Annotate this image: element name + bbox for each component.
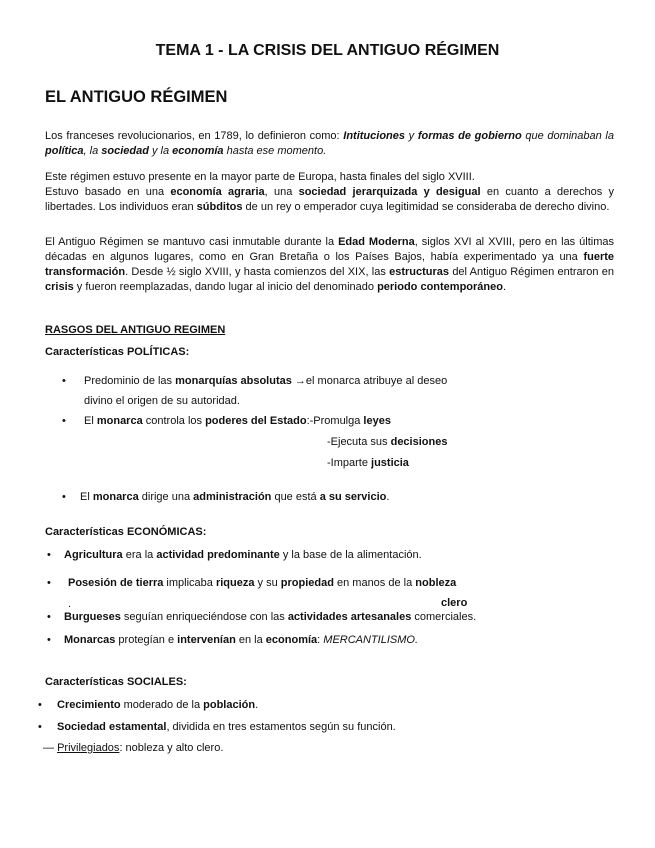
text-span: . [386, 491, 390, 503]
text-span: Posesión de tierra [68, 577, 164, 589]
label-economicas: Características ECONÓMICAS: [45, 526, 207, 538]
text-span: sociedad jerarquizada y desigual [298, 186, 481, 198]
bullet-icon: • [38, 699, 42, 711]
text-span: -Ejecuta sus [327, 436, 391, 448]
paragraph-definition [45, 129, 614, 159]
text-span: protegían e [115, 634, 178, 646]
text-span: política [45, 145, 84, 157]
text-span: y [405, 130, 418, 142]
text-span: actividad predominante [156, 549, 280, 561]
document-title: TEMA 1 - LA CRISIS DEL ANTIGUO RÉGIMEN [155, 42, 500, 59]
paragraph-transformation [45, 235, 614, 295]
text-span: Crecimiento [57, 699, 121, 711]
text-span: y su [254, 577, 281, 589]
text-span: actividades artesanales [287, 611, 412, 623]
list-item-pol3 [80, 490, 389, 504]
dash-marker: — [43, 742, 54, 754]
text-span: nobleza [415, 577, 457, 589]
bullet-icon: • [47, 577, 51, 589]
paragraph-presence [45, 170, 614, 215]
text-span: fuerte transformación [45, 251, 614, 278]
text-span: era la [122, 549, 157, 561]
list-item-soc1 [57, 698, 258, 712]
text-span: -Imparte [327, 457, 372, 469]
text-span: estructuras [389, 266, 450, 278]
text-span: monarca [96, 415, 143, 427]
text-span: →el monarca atribuye al deseo [291, 375, 448, 387]
text-span: economía agraria [170, 186, 265, 198]
bullet-icon: • [47, 611, 51, 623]
text-span: decisiones [390, 436, 448, 448]
list-item-pol2-imparte [327, 456, 409, 470]
list-item-eco4 [64, 633, 418, 647]
text-span: comerciales. [411, 611, 477, 623]
text-span: periodo contemporáneo [377, 281, 503, 293]
text-span: y la base de la alimentación. [279, 549, 422, 561]
text-span: economía [172, 145, 224, 157]
list-item-pol1-cont: divino el origen de su autoridad. [84, 395, 240, 407]
text-span: Edad Moderna [338, 236, 415, 248]
text-span: Los franceses revolucionarios, en 1789, lo definieron como: [45, 130, 344, 142]
text-span: implicaba [163, 577, 216, 589]
text-span: Monarcas [64, 634, 116, 646]
text-span: dirige una [138, 491, 194, 503]
text-span: : nobleza y alto clero. [119, 742, 224, 754]
list-item-eco1 [64, 548, 422, 562]
text-span: justicia [371, 457, 409, 469]
list-item-pol1 [84, 374, 447, 388]
text-span: Privilegiados [57, 742, 120, 754]
text-span: controla los [142, 415, 206, 427]
text-span: , una [264, 186, 299, 198]
text-span: moderado de la [120, 699, 204, 711]
text-span: El Antiguo Régimen se mantuvo casi inmutable durante la [45, 236, 339, 248]
text-span: población [203, 699, 256, 711]
list-item-pol2-ejecuta [327, 435, 447, 449]
text-span: que está [271, 491, 320, 503]
list-item-soc2 [57, 720, 396, 734]
text-span: , siglos XVI al XVIII, pero en las últimas décadas en algunos lugares, como en Gran Bretaña o los Países Bajos, había experimentado ya una [45, 236, 614, 263]
text-span: poderes del Estado [205, 415, 307, 427]
bullet-icon: • [38, 721, 42, 733]
text-span: sociedad [101, 145, 149, 157]
text-span: Agricultura [64, 549, 123, 561]
text-line [45, 185, 614, 215]
text-span: leyes [363, 415, 391, 427]
text-span: intervenían [177, 634, 236, 646]
text-span: riqueza [215, 577, 255, 589]
bullet-icon: • [62, 375, 66, 387]
bullet-icon: • [62, 415, 66, 427]
list-item-eco2-clero: clero [441, 597, 468, 609]
text-span: formas de gobierno [417, 130, 522, 142]
label-politicas: Características POLÍTICAS: [45, 346, 190, 358]
text-span: y fueron reemplazadas, dando lugar al inicio del denominado [73, 281, 378, 293]
text-span: en manos de la [333, 577, 416, 589]
text-span: . [502, 281, 507, 293]
subheading-rasgos: RASGOS DEL ANTIGUO REGIMEN [45, 324, 226, 336]
list-item-soc3 [43, 741, 223, 755]
text-span: en la [235, 634, 266, 646]
text-span: MERCANTILISMO. [323, 634, 419, 646]
bullet-icon: • [62, 491, 66, 503]
text-span: crisis [45, 281, 74, 293]
text-span: Sociedad estamental [57, 721, 167, 733]
bullet-icon: • [47, 549, 51, 561]
text-span: . [255, 699, 259, 711]
section-heading: EL ANTIGUO RÉGIMEN [45, 88, 228, 106]
text-span: a su servicio [319, 491, 387, 503]
text-span: El [80, 491, 93, 503]
text-span: propiedad [280, 577, 334, 589]
text-span: , dividida en tres estamentos según su función. [166, 721, 396, 733]
list-item-eco2-dot: . [68, 598, 72, 610]
text-span: Predominio de las [84, 375, 176, 387]
text-span: y la [148, 145, 173, 157]
text-span: monarca [92, 491, 139, 503]
text-span: hasta ese momento. [223, 145, 327, 157]
text-span: del Antiguo Régimen entraron en [449, 266, 615, 278]
text-span: súbditos [196, 201, 243, 213]
text-span: administración [193, 491, 272, 503]
text-span: que dominaban la [521, 130, 614, 142]
text-span: Burgueses [64, 611, 121, 623]
list-item-pol2 [84, 414, 391, 428]
text-span: :-Promulga [306, 415, 364, 427]
text-span: monarquías absolutas [175, 375, 292, 387]
text-span: Intituciones [343, 130, 405, 142]
list-item-eco2 [68, 576, 456, 590]
text-span: , la [83, 145, 102, 157]
text-span: Estuvo basado en una [45, 186, 171, 198]
text-span: seguían enriqueciéndose con las [120, 611, 288, 623]
label-sociales: Características SOCIALES: [45, 676, 187, 688]
text-span: economía [265, 634, 318, 646]
text-span: . Desde ½ siglo XVIII, y hasta comienzos del XIX, las [125, 266, 390, 278]
text-span: de un rey o emperador cuya legitimidad se consideraba de derecho divino. [242, 201, 610, 213]
bullet-icon: • [47, 634, 51, 646]
text-span: en cuanto a derechos y libertades. Los individuos eran [45, 186, 614, 213]
text-line: Este régimen estuvo presente en la mayor parte de Europa, hasta finales del siglo XVIII. [45, 171, 475, 183]
text-span: : [317, 634, 324, 646]
text-span: El [84, 415, 97, 427]
list-item-eco3 [64, 610, 476, 624]
